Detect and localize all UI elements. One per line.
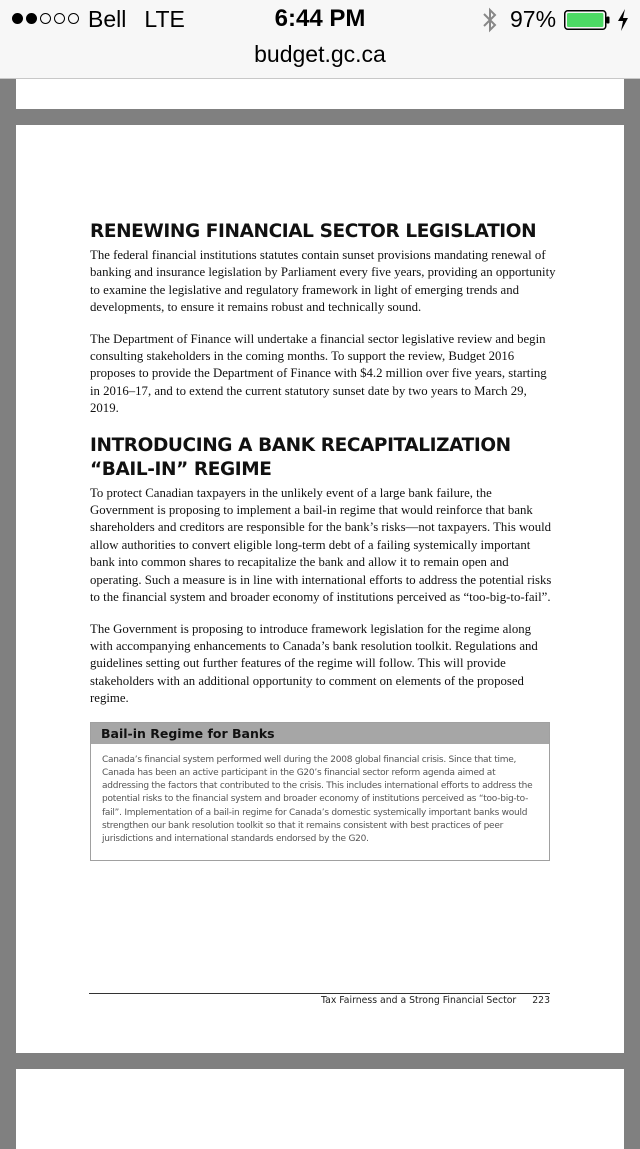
paragraph: The federal financial institutions statutes contain sunset provisions mandating renewal of banking and insurance legislation by Parliament every five years, providing an opportunity to examine the legislative and regulatory framework in light of emerging trends and developments, to ensure it remains robust and technically sound. [90,248,556,315]
status-bar [0,0,640,40]
network-type: LTE [144,6,185,32]
box-text: Canada’s financial system performed well during the 2008 global financial crisis. Since that time, Canada has been an active participant in the G20’s financial sector reform agenda aimed at addressing the factors that contributed to the crisis. This includes international efforts to address the potential risks to the financial system and broader economy of institutions perceived as “too-big-to-fail”. Implementation of a bail-in regime for Canada’s domestic systemically important banks would strengthen our bank resolution toolkit so that it remains consistent with best practices of peer jurisdictions and international standards endorsed by the G20. [102,754,533,845]
previous-page [16,79,624,109]
carrier-name: Bell [88,6,127,32]
next-page [16,1069,624,1149]
section-heading: RENEWING FINANCIAL SECTOR LEGISLATION [90,221,537,242]
charging-bolt-icon [617,9,629,31]
page-footer [89,994,550,1007]
paragraph: The Government is proposing to introduce framework legislation for the regime along with accompanying enhancements to Canada’s bank resolution toolkit. Regulations and guidelines setting out further features of the regime will follow. This will provide stakeholders with an additional opportunity to comment on elements of the proposed regime. [90,621,538,706]
box-title: Bail-in Regime for Banks [91,723,549,744]
page-number: 223 [532,995,550,1006]
section-heading [90,434,556,482]
page-content [90,220,556,861]
url-text[interactable]: budget.gc.ca [254,41,386,67]
sidebar-box [90,722,550,861]
paragraph: To protect Canadian taxpayers in the unlikely event of a large bank failure, the Government is proposing to implement a bail-in regime that would reinforce that bank shareholders and creditors are responsible for the bank’s risks—not taxpayers. This would allow authorities to convert eligible long-term debt of a failing systemically important bank into common shares to recapitalize the bank and allow it to remain open and operating. Such a measure is in line with international efforts to address the potential risks to the financial system and broader economy of institutions perceived as “too-big-to-fail”. [90,485,552,605]
heading-line: “BAIL-IN” REGIME [90,458,272,480]
running-title: Tax Fairness and a Strong Financial Sector [321,995,517,1006]
address-bar[interactable] [0,40,640,79]
battery-percent: 97% [510,6,557,32]
bluetooth-icon [481,7,499,33]
battery-icon [564,10,610,30]
clock: 6:44 PM [274,5,366,32]
heading-line: INTRODUCING A BANK RECAPITALIZATION [90,434,511,456]
paragraph: The Department of Finance will undertake a financial sector legislative review and begin consulting stakeholders in the coming months. To support the review, Budget 2016 proposes to provide the Department of Finance with $4.2 million over five years, starting in 2016–17, and to extend the current statutory sunset date by two years to March 29, 2019. [90,331,547,416]
document-page [16,125,624,1053]
